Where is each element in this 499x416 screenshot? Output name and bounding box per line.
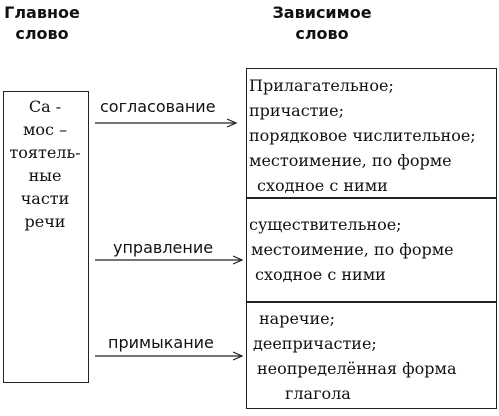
dependent-item: местоимение, по форме — [249, 151, 452, 170]
dependent-item: порядковое числительное; — [249, 126, 476, 145]
main-word-header-line-1: Главное — [4, 3, 80, 22]
relation-label-government: управление — [113, 238, 214, 257]
dependent-item: глагола — [285, 384, 351, 403]
main-word-line: речи — [24, 212, 66, 231]
dependent-item: неопределённая форма — [257, 359, 457, 378]
dependent-word-header-line-1: Зависимое — [272, 3, 372, 22]
dependent-word-header-line-2: слово — [295, 24, 349, 43]
dependent-item: местоимение, по форме — [251, 240, 454, 259]
main-word-line: тоятель- — [9, 143, 81, 162]
dependent-item: существительное; — [249, 215, 402, 234]
main-word-header-line-2: слово — [15, 24, 69, 43]
dependent-item: причастие; — [249, 101, 345, 120]
main-word-line: Са - — [28, 97, 62, 116]
relation-label-agreement: согласование — [100, 97, 216, 116]
relation-label-adjunction: примыкание — [108, 333, 214, 352]
main-word-line: мос – — [22, 120, 68, 139]
dependent-item: Прилагательное; — [249, 76, 394, 95]
dependent-item: сходное с ними — [257, 176, 388, 195]
dependent-item: сходное с ними — [255, 265, 386, 284]
dependent-item: деепричастие; — [253, 334, 377, 353]
main-word-line: ные — [28, 166, 62, 185]
dependent-item: наречие; — [259, 309, 336, 328]
main-word-line: части — [20, 189, 70, 208]
